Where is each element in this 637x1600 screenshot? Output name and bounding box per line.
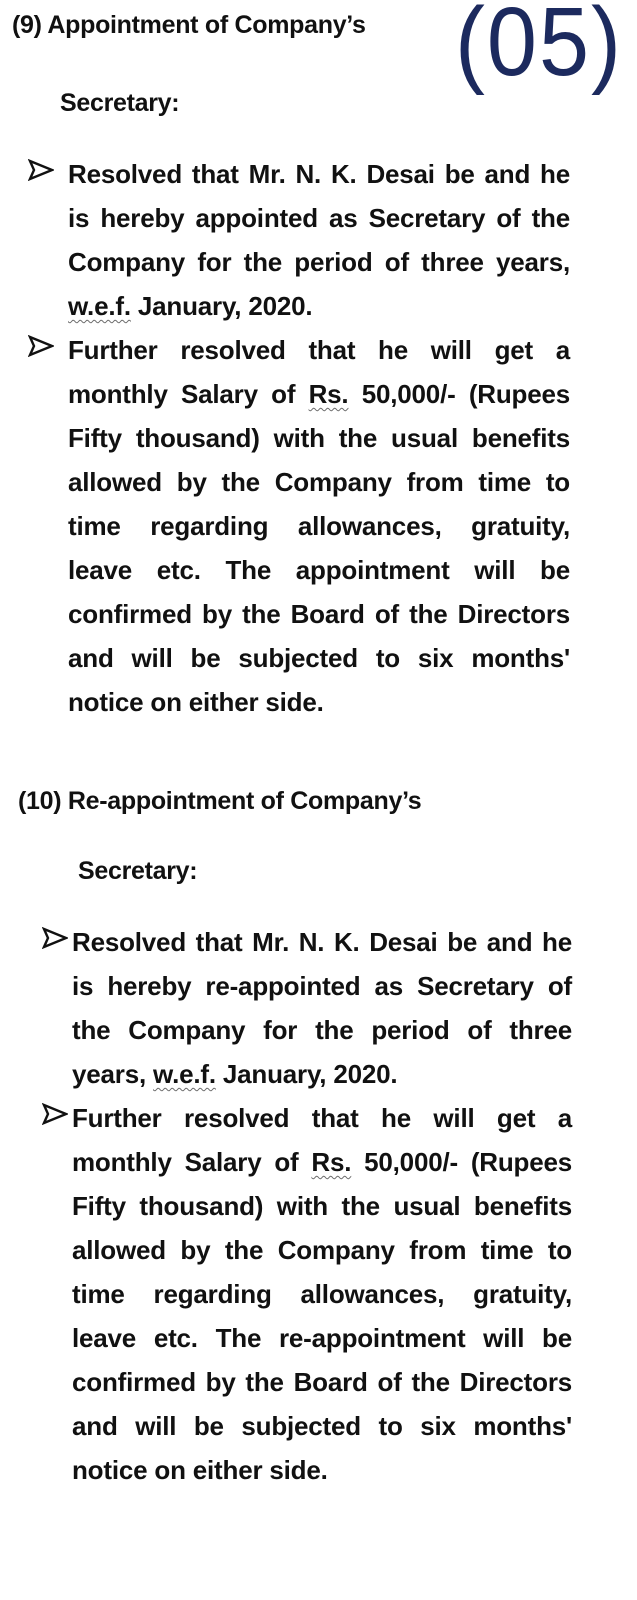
arrowhead-bullet-icon bbox=[42, 927, 68, 949]
arrowhead-bullet-icon bbox=[42, 1103, 68, 1125]
abbreviation: Rs. bbox=[308, 379, 349, 409]
text-run: Further resolved that he will get a monthly Salary of bbox=[72, 1103, 572, 1177]
text-run: January, 2020. bbox=[215, 1059, 398, 1089]
page-number: (05) bbox=[454, 0, 623, 97]
text-run: 50,000/- (Rupees Fifty thousand) with the usual benefits allowed by the Company from time to time regarding allowances, gratuity, leave etc. The re-appointment will be confirmed by the Board of the Directors and will be subjected to six months' notice on either side. bbox=[72, 1147, 573, 1485]
bullet-text bbox=[72, 1096, 572, 1492]
text-run: January, 2020. bbox=[130, 291, 313, 321]
section-reappointment bbox=[0, 786, 637, 1492]
arrowhead-bullet-icon bbox=[28, 159, 54, 181]
text-run: Resolved that Mr. N. K. Desai be and he is hereby appointed as Secretary of the Company for the period of three years, bbox=[68, 159, 570, 277]
section-subheading: Secretary: bbox=[60, 89, 180, 117]
bullet-text bbox=[68, 152, 570, 328]
section-subheading: Secretary: bbox=[78, 857, 198, 885]
section-appointment bbox=[0, 10, 637, 724]
bullet-item bbox=[68, 152, 570, 328]
bullet-item bbox=[72, 1096, 572, 1492]
bullet-item bbox=[72, 920, 572, 1096]
section-heading: (9) Appointment of Company’s bbox=[12, 11, 366, 39]
text-run: Resolved that Mr. N. K. Desai be and he is hereby re-appointed as Secretary of the Company for the period of three years, bbox=[72, 927, 572, 1089]
arrowhead-bullet-icon bbox=[28, 335, 54, 357]
bullet-text bbox=[68, 328, 570, 724]
section-heading: (10) Re-appointment of Company’s bbox=[18, 787, 422, 815]
text-run: 50,000/- (Rupees Fifty thousand) with the usual benefits allowed by the Company from time to time regarding allowances, gratuity, leave etc. The appointment will be confirmed by the Board of the Directors and will be subjected to six months' notice on either side. bbox=[68, 379, 571, 717]
abbreviation: Rs. bbox=[311, 1147, 352, 1177]
text-run: Further resolved that he will get a monthly Salary of bbox=[68, 335, 570, 409]
abbreviation: w.e.f. bbox=[68, 291, 131, 321]
bullet-text bbox=[72, 920, 572, 1096]
abbreviation: w.e.f. bbox=[153, 1059, 216, 1089]
bullet-item bbox=[68, 328, 570, 724]
